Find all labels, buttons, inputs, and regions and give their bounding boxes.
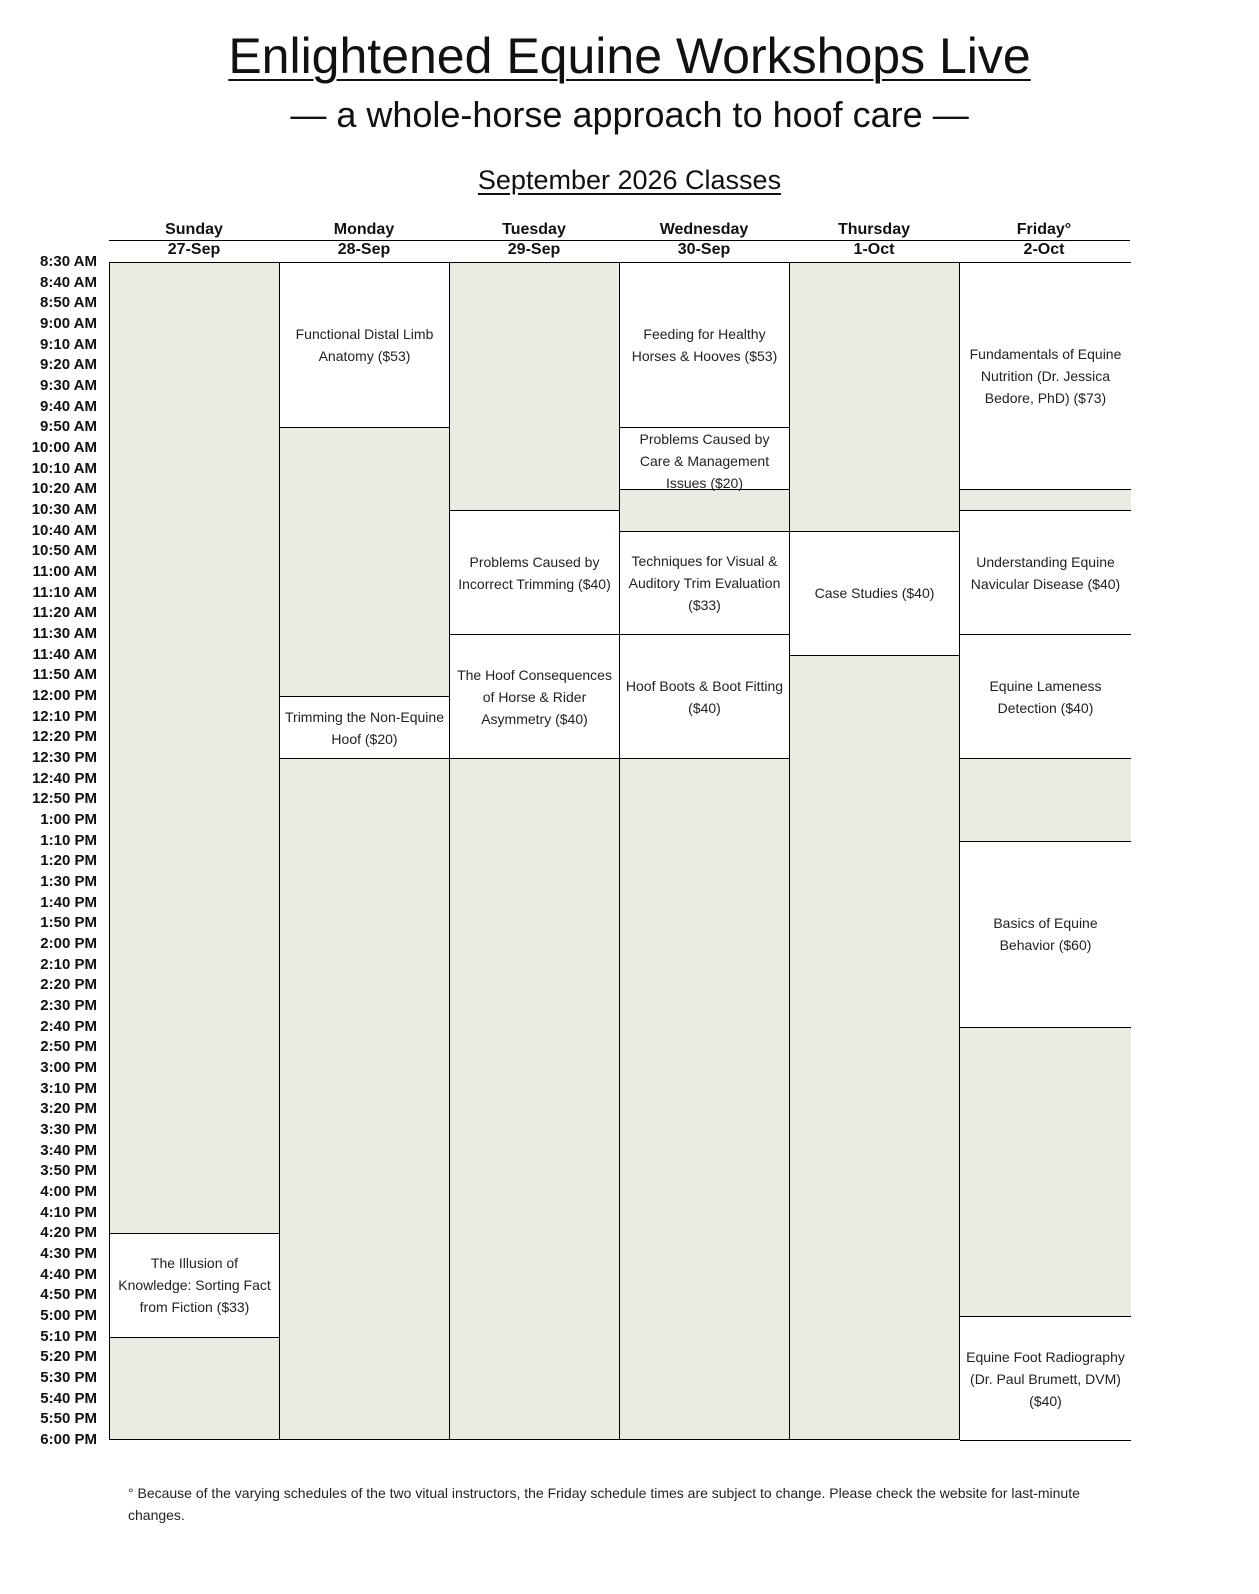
time-label: 1:00 PM xyxy=(40,811,97,828)
time-label: 6:00 PM xyxy=(40,1431,97,1448)
class-block[interactable] xyxy=(960,510,1131,635)
time-label: 12:00 PM xyxy=(31,687,97,704)
class-block[interactable] xyxy=(620,262,789,428)
time-label: 11:20 AM xyxy=(32,604,97,622)
time-label: 9:40 AM xyxy=(40,397,97,415)
time-label: 11:30 AM xyxy=(32,625,97,642)
time-label: 10:50 AM xyxy=(31,542,97,560)
class-title: Feeding for Healthy Horses & Hooves ($53) xyxy=(631,326,778,364)
class-title: Fundamentals of Equine Nutrition (Dr. Jessica Bedore, PhD) ($73) xyxy=(969,346,1122,406)
class-title: Hoof Boots & Boot Fitting ($40) xyxy=(625,677,784,716)
month-heading: September 2026 Classes xyxy=(477,165,782,195)
time-label: 5:20 PM xyxy=(40,1348,97,1366)
time-label: 2:50 PM xyxy=(40,1038,97,1056)
time-label: 9:10 AM xyxy=(40,335,97,353)
time-label: 3:50 PM xyxy=(40,1162,97,1180)
time-label: 12:20 PM xyxy=(31,728,97,746)
day-date: 1-Oct xyxy=(853,241,895,258)
class-block[interactable] xyxy=(960,262,1131,490)
time-label: 8:40 AM xyxy=(40,273,97,291)
day-name: Tuesday xyxy=(502,221,566,238)
time-label: 11:00 AM xyxy=(32,563,97,580)
time-label: 5:40 PM xyxy=(40,1389,97,1407)
time-label: 3:30 PM xyxy=(40,1121,97,1138)
footnote: ° Because of the varying schedules of the two vitual instructors, the Friday schedule times are subject to change. Please check the website for last-minute changes. xyxy=(128,1485,1080,1523)
day-column-friday xyxy=(960,263,1131,1439)
day-column-sunday xyxy=(110,263,280,1439)
time-label: 3:00 PM xyxy=(40,1059,97,1076)
time-label: 12:50 PM xyxy=(31,790,97,808)
time-label: 10:00 AM xyxy=(31,439,97,456)
day-name: Friday° xyxy=(1016,221,1072,238)
time-label: 12:30 PM xyxy=(31,749,97,766)
time-label: 2:30 PM xyxy=(40,997,97,1014)
time-label: 11:40 AM xyxy=(32,645,97,663)
class-block[interactable] xyxy=(960,634,1131,759)
class-block[interactable] xyxy=(790,531,959,656)
schedule-grid xyxy=(109,262,1130,1440)
time-label: 9:00 AM xyxy=(40,315,97,332)
time-label: 4:00 PM xyxy=(40,1183,97,1200)
day-name: Sunday xyxy=(165,221,223,238)
class-block[interactable] xyxy=(620,634,789,759)
time-label: 5:10 PM xyxy=(40,1327,97,1345)
time-label: 4:20 PM xyxy=(40,1224,97,1242)
time-label: 11:50 AM xyxy=(32,666,97,684)
time-label: 3:10 PM xyxy=(40,1079,97,1097)
day-column-wednesday xyxy=(620,263,790,1439)
class-title: Problems Caused by Incorrect Trimming ($40) xyxy=(458,553,611,592)
day-date: 30-Sep xyxy=(677,241,731,258)
time-label: 4:50 PM xyxy=(40,1286,97,1304)
class-title: Basics of Equine Behavior ($60) xyxy=(993,915,1098,954)
time-label: 4:10 PM xyxy=(40,1203,97,1221)
day-date: 2-Oct xyxy=(1023,241,1065,258)
header-divider xyxy=(109,240,1130,241)
time-label: 8:50 AM xyxy=(40,294,97,312)
day-name: Monday xyxy=(333,221,395,238)
class-block[interactable] xyxy=(960,1316,1131,1441)
class-block[interactable] xyxy=(280,262,449,428)
class-title: Equine Foot Radiography (Dr. Paul Brumett, DVM) ($40) xyxy=(966,1348,1125,1409)
time-label: 3:40 PM xyxy=(40,1141,97,1159)
day-date: 27-Sep xyxy=(167,241,221,258)
time-label: 9:30 AM xyxy=(40,377,97,394)
class-block[interactable] xyxy=(110,1233,279,1337)
time-label: 12:40 PM xyxy=(31,769,97,787)
class-block[interactable] xyxy=(450,634,619,759)
time-label: 2:20 PM xyxy=(40,976,97,994)
time-label: 11:10 AM xyxy=(32,583,97,601)
page-subtitle: — a whole-horse approach to hoof care — xyxy=(290,94,969,135)
time-label: 1:30 PM xyxy=(40,873,97,890)
class-block[interactable] xyxy=(450,510,619,635)
class-title: Case Studies ($40) xyxy=(814,585,935,602)
time-label: 4:40 PM xyxy=(40,1265,97,1283)
class-title: Functional Distal Limb Anatomy ($53) xyxy=(295,326,434,364)
time-label: 1:40 PM xyxy=(40,893,97,911)
time-label: 8:30 AM xyxy=(40,253,97,270)
class-title: The Hoof Consequences of Horse & Rider Asymmetry ($40) xyxy=(457,666,612,727)
class-title: Trimming the Non-Equine Hoof ($20) xyxy=(285,708,444,747)
class-title: Problems Caused by Care & Management Issues ($20) xyxy=(639,431,770,492)
time-label: 4:30 PM xyxy=(40,1245,97,1262)
time-label: 3:20 PM xyxy=(40,1100,97,1118)
day-column-tuesday xyxy=(450,263,620,1439)
time-label: 1:50 PM xyxy=(40,914,97,932)
class-block[interactable] xyxy=(960,841,1131,1028)
time-label: 5:00 PM xyxy=(40,1307,97,1324)
time-label: 10:40 AM xyxy=(31,521,97,539)
time-label: 10:10 AM xyxy=(31,459,97,477)
time-label: 9:50 AM xyxy=(40,418,97,436)
class-block[interactable] xyxy=(620,427,789,490)
time-label: 1:10 PM xyxy=(40,831,97,849)
day-date: 29-Sep xyxy=(507,241,561,258)
time-label: 10:20 AM xyxy=(31,480,97,498)
class-title: Techniques for Visual & Auditory Trim Evaluation ($33) xyxy=(628,552,781,613)
day-name: Wednesday xyxy=(659,221,749,238)
day-column-monday xyxy=(280,263,450,1439)
time-label: 5:50 PM xyxy=(40,1410,97,1428)
day-date: 28-Sep xyxy=(337,241,391,258)
time-label: 2:10 PM xyxy=(40,955,97,973)
time-label: 9:20 AM xyxy=(40,356,97,374)
time-label: 2:00 PM xyxy=(40,935,97,952)
class-title: Equine Lameness Detection ($40) xyxy=(989,677,1102,716)
page-title: Enlightened Equine Workshops Live xyxy=(228,28,1031,84)
time-label: 5:30 PM xyxy=(40,1369,97,1386)
class-title: Understanding Equine Navicular Disease ($40) xyxy=(970,553,1121,592)
class-block[interactable] xyxy=(280,696,449,759)
time-label: 2:40 PM xyxy=(40,1017,97,1035)
class-title: The Illusion of Knowledge: Sorting Fact from Fiction ($33) xyxy=(118,1255,271,1316)
day-column-thursday xyxy=(790,263,960,1439)
time-label: 10:30 AM xyxy=(31,501,97,518)
time-label: 1:20 PM xyxy=(40,852,97,870)
class-block[interactable] xyxy=(620,531,789,635)
day-name: Thursday xyxy=(837,221,910,238)
time-label: 12:10 PM xyxy=(31,707,97,725)
